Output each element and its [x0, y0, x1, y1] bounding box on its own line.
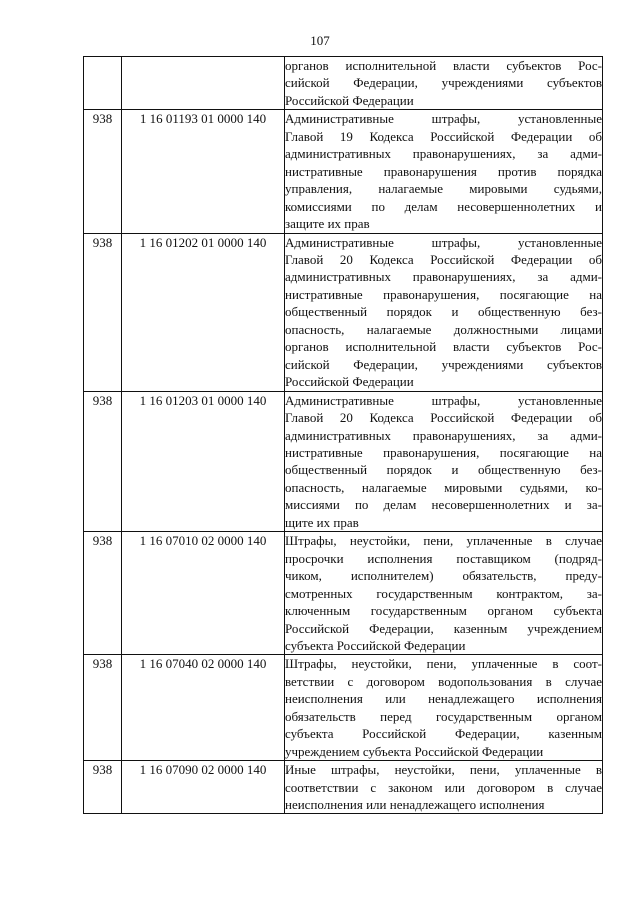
description-line: субъекта Российской Федерации — [285, 637, 466, 653]
description-line: миссиями по делам несовершеннолетних и за- — [285, 497, 602, 513]
description-line: соответствии с законом или договором в случае — [285, 779, 602, 795]
admin-code-cell: 938 — [84, 110, 122, 233]
description-line: Российской Федерации — [285, 92, 414, 108]
description-line: неисполнения или ненадлежащего исполнения — [285, 691, 602, 707]
description-line: Административные штрафы, установленные — [285, 392, 602, 408]
description-cell — [285, 532, 603, 655]
description-line: неисполнения или ненадлежащего исполнения — [285, 797, 545, 813]
kbk-code-cell: 1 16 01202 01 0000 140 — [122, 233, 285, 391]
description-line: Административные штрафы, установленные — [285, 234, 602, 250]
admin-code-cell: 938 — [84, 761, 122, 814]
admin-code-cell: 938 — [84, 532, 122, 655]
description-cell — [285, 233, 603, 391]
table-row — [84, 761, 603, 814]
description-line: Главой 20 Кодекса Российской Федерации об — [285, 251, 602, 267]
description-line: Административные штрафы, установленные — [285, 111, 602, 127]
admin-code-cell — [84, 57, 122, 110]
description-line: административных правонарушениях, за адми- — [285, 146, 602, 162]
description-line: учреждением субъекта Российской Федерации — [285, 743, 544, 759]
description-line: комиссиями по делам несовершеннолетних и — [285, 198, 602, 214]
description-line: сийской Федерации, учреждениями субъектов — [285, 356, 602, 372]
table-row — [84, 532, 603, 655]
description-line: обязательств перед государственным органом — [285, 708, 602, 724]
description-line: органов исполнительной власти субъектов Рос- — [285, 339, 602, 355]
kbk-code-cell: 1 16 07090 02 0000 140 — [122, 761, 285, 814]
description-line: административных правонарушениях, за адми- — [285, 269, 602, 285]
description-line: Главой 19 Кодекса Российской Федерации об — [285, 128, 602, 144]
revenue-codes-table — [83, 56, 603, 814]
admin-code-cell: 938 — [84, 233, 122, 391]
description-line: Иные штрафы, неустойки, пени, уплаченные в — [285, 762, 602, 778]
kbk-code-cell: 1 16 01203 01 0000 140 — [122, 391, 285, 532]
table-row — [84, 655, 603, 761]
description-line: Российской Федерации — [285, 374, 414, 390]
table-row — [84, 57, 603, 110]
description-line: Штрафы, неустойки, пени, уплаченные в случае — [285, 533, 602, 549]
description-line: управления, налагаемые мировыми судьями, — [285, 181, 602, 197]
table-body — [84, 57, 603, 814]
description-line: сийской Федерации, учреждениями субъектов — [285, 75, 602, 91]
table-row — [84, 110, 603, 233]
table-row — [84, 233, 603, 391]
description-line: ключенным государственным органом субъекта — [285, 603, 602, 619]
description-line: смотренных государственным контрактом, за- — [285, 585, 602, 601]
description-line: опасность, налагаемые должностными лицами — [285, 321, 602, 337]
description-line: нистративные правонарушения против порядка — [285, 163, 602, 179]
description-line: просрочки исполнения поставщиком (подряд- — [285, 550, 602, 566]
description-line: общественный порядок и общественную без- — [285, 462, 602, 478]
description-cell — [285, 655, 603, 761]
kbk-code-cell: 1 16 07010 02 0000 140 — [122, 532, 285, 655]
description-line: административных правонарушениях, за адми- — [285, 427, 602, 443]
description-line: ветствии с договором водопользования в случае — [285, 673, 602, 689]
description-line: чиком, исполнителем) обязательств, преду- — [285, 568, 602, 584]
description-line: Российской Федерации, казенным учреждением — [285, 620, 602, 636]
admin-code-cell: 938 — [84, 391, 122, 532]
description-line: щите их прав — [285, 514, 359, 530]
description-cell — [285, 391, 603, 532]
description-cell — [285, 57, 603, 110]
description-line: защите их прав — [285, 216, 370, 232]
description-line: Штрафы, неустойки, пени, уплаченные в соот- — [285, 656, 602, 672]
table-row — [84, 391, 603, 532]
kbk-code-cell — [122, 57, 285, 110]
description-line: органов исполнительной власти субъектов Рос- — [285, 58, 602, 73]
description-line: субъекта Российской Федерации, казенным — [285, 726, 602, 742]
description-line: нистративные правонарушения, посягающие на — [285, 286, 602, 302]
description-line: опасность, налагаемые мировыми судьями, ко- — [285, 479, 602, 495]
description-line: Главой 20 Кодекса Российской Федерации об — [285, 410, 602, 426]
description-line: нистративные правонарушения, посягающие на — [285, 444, 602, 460]
admin-code-cell: 938 — [84, 655, 122, 761]
page-number: 107 — [310, 33, 330, 48]
kbk-code-cell: 1 16 01193 01 0000 140 — [122, 110, 285, 233]
description-line: общественный порядок и общественную без- — [285, 304, 602, 320]
description-cell — [285, 110, 603, 233]
kbk-code-cell: 1 16 07040 02 0000 140 — [122, 655, 285, 761]
description-cell — [285, 761, 603, 814]
